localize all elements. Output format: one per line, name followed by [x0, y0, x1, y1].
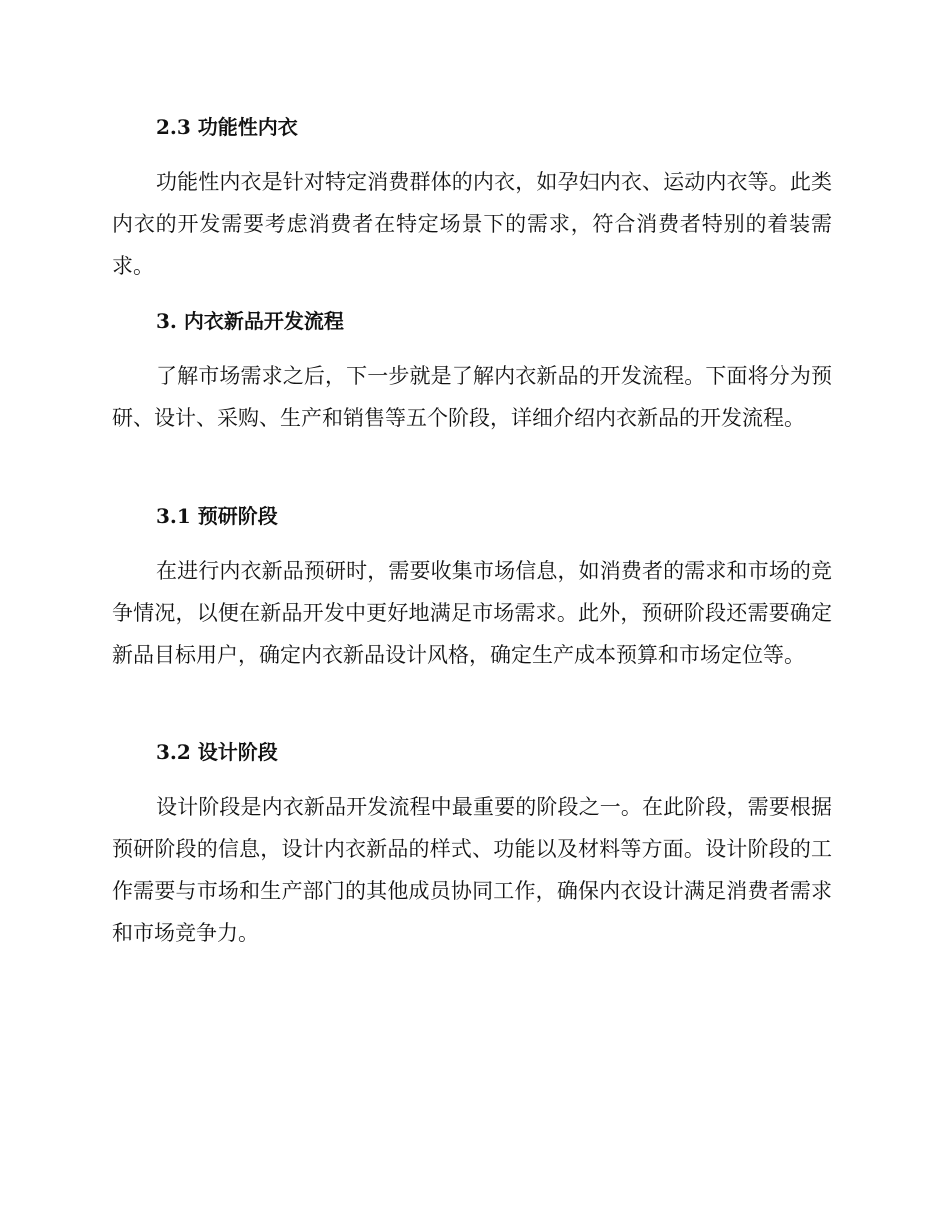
- section-heading-3: 3. 内衣新品开发流程: [156, 309, 344, 333]
- section-heading-2-3: 2.3 功能性内衣: [156, 115, 298, 139]
- section-paragraph-2-3: 功能性内衣是针对特定消费群体的内衣，如孕妇内衣、运动内衣等。此类内衣的开发需要考虑消费者在特定场景下的需求，符合消费者特别的着装需求。: [112, 170, 832, 278]
- section-paragraph-3-2: 设计阶段是内衣新品开发流程中最重要的阶段之一。在此阶段，需要根据预研阶段的信息，设计内衣新品的样式、功能以及材料等方面。设计阶段的工作需要与市场和生产部门的其他成员协同工作，确保内衣设计满足消费者需求和市场竞争力。: [112, 795, 832, 945]
- section-paragraph-3: 了解市场需求之后，下一步就是了解内衣新品的开发流程。下面将分为预研、设计、采购、生产和销售等五个阶段，详细介绍内衣新品的开发流程。: [112, 364, 832, 430]
- section-paragraph-3-1: 在进行内衣新品预研时，需要收集市场信息，如消费者的需求和市场的竞争情况，以便在新品开发中更好地满足市场需求。此外，预研阶段还需要确定新品目标用户，确定内衣新品设计风格，确定生产成本预算和市场定位等。: [112, 559, 832, 667]
- section-heading-3-1: 3.1 预研阶段: [156, 504, 278, 528]
- section-heading-3-2: 3.2 设计阶段: [156, 740, 278, 764]
